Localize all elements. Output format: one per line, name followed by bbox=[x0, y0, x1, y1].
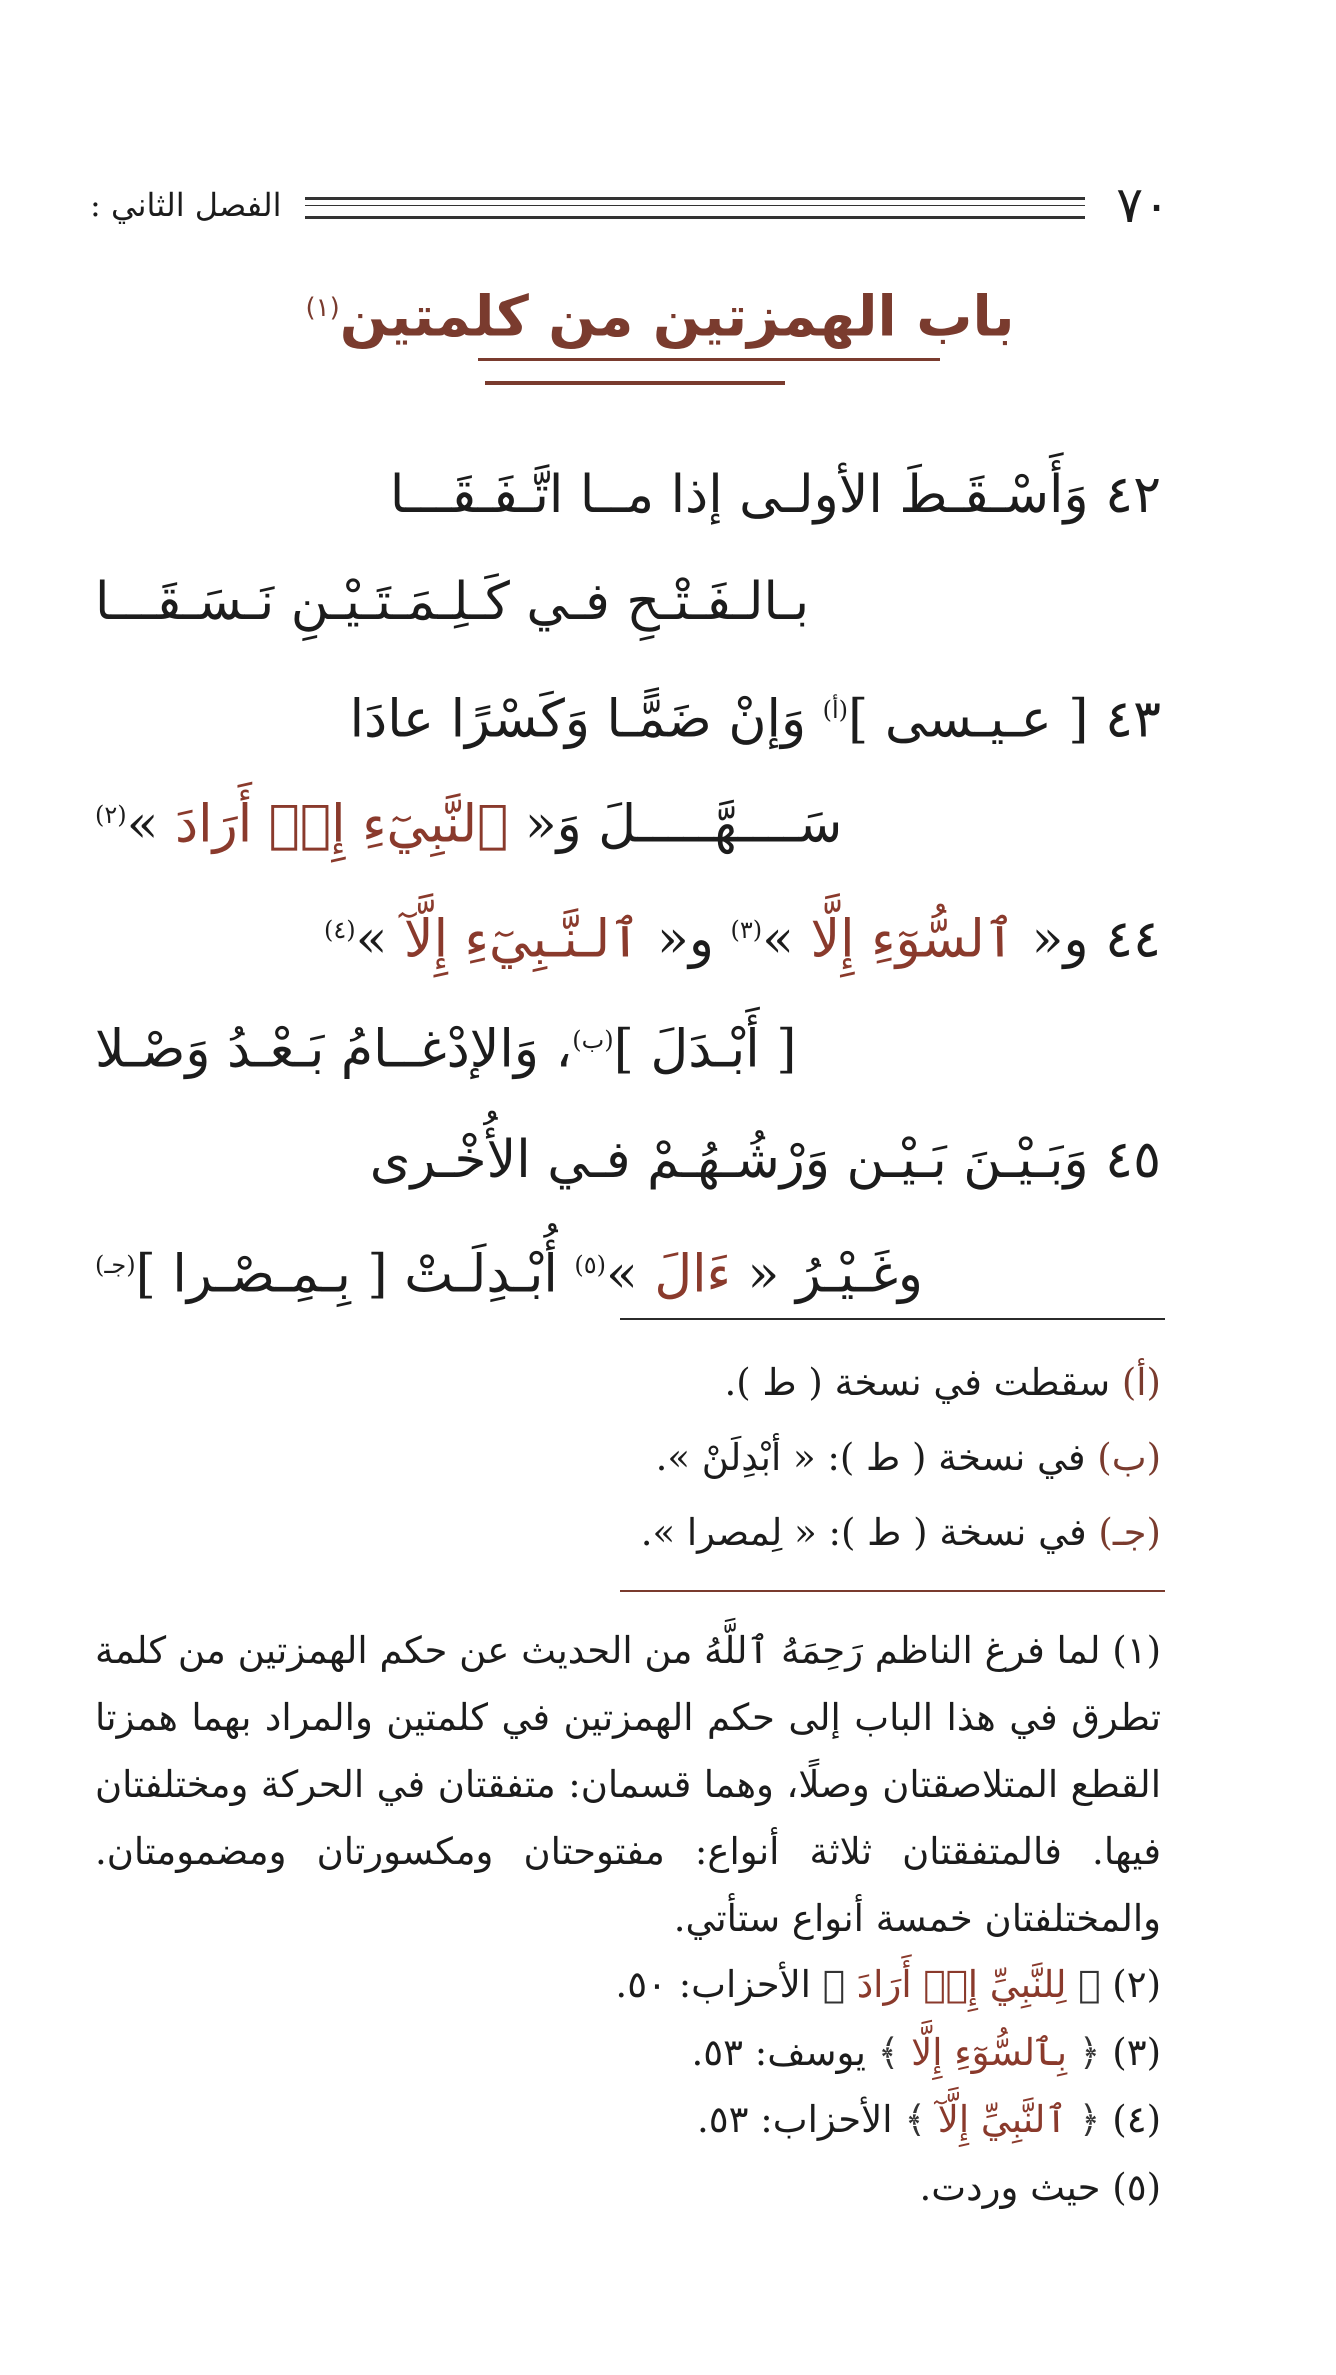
surah-reference: يوسف: ٥٣. bbox=[691, 2031, 878, 2074]
surah-reference: الأحزاب: ٥٠. bbox=[615, 1963, 823, 2006]
variant-bracket-text: [ أَبْـدَلَ ] bbox=[613, 1019, 797, 1080]
ornate-bracket-open: ﴿ bbox=[1078, 2031, 1101, 2074]
notes-separator bbox=[620, 1590, 1165, 1592]
title-underline bbox=[478, 358, 940, 361]
variant-mark: (ب) bbox=[1097, 1436, 1161, 1479]
variant-text: في نسخة ( ط ): « أبْدِلَنْ ». bbox=[655, 1436, 1098, 1479]
variant-note-c bbox=[641, 1505, 1161, 1561]
verse-44-first bbox=[61, 890, 1161, 979]
footnote-2 bbox=[615, 1955, 1161, 2015]
verse-43-first bbox=[61, 670, 1161, 759]
chapter-label: الفصل الثاني : bbox=[90, 186, 282, 224]
quote-close: » bbox=[126, 794, 175, 855]
verse-number: ٤٤ bbox=[1105, 909, 1161, 970]
verse-text: أُبْـدِلَـتْ [ بِـمِـصْـرا ] bbox=[135, 1244, 575, 1305]
footnote-3 bbox=[691, 2023, 1161, 2083]
variant-mark: (أ) bbox=[1121, 1361, 1161, 1404]
variant-note-b bbox=[656, 1430, 1161, 1486]
quranic-quote: بِٱلسُّوٓءِ إِلَّا bbox=[899, 2031, 1079, 2074]
variant-text: في نسخة ( ط ): « لِمصرا ». bbox=[640, 1511, 1099, 1554]
ornate-bracket-close: ﴾ bbox=[904, 2098, 926, 2141]
footnote-4 bbox=[697, 2090, 1161, 2150]
footnote-separator bbox=[620, 1318, 1165, 1320]
title-underline-short bbox=[485, 381, 785, 385]
variant-bracket-text: [ عـيـسى ] bbox=[848, 689, 1089, 750]
verse-number: ٤٥ bbox=[1105, 1130, 1161, 1190]
verse-text: وَإنْ ضَمًّـا وَكَسْرًا عادَا bbox=[349, 689, 823, 750]
variant-note-a bbox=[724, 1355, 1161, 1411]
ornate-bracket-open: ﴿ bbox=[1078, 1963, 1101, 2006]
footnote-ref: (٥) bbox=[574, 1251, 606, 1279]
variant-mark: (جـ) bbox=[1098, 1511, 1161, 1554]
footnote-5: (٥) حيث وردت. bbox=[919, 2166, 1161, 2209]
quote-close: » bbox=[762, 909, 811, 970]
ornate-bracket-close: ﴾ bbox=[822, 1963, 845, 2006]
footnote-number: (٢) bbox=[1100, 1963, 1161, 2006]
footnote-1: (١) لما فرغ الناظم رَحِمَهُ ٱللَّهُ من الحديث عن حكم الهمزتين من كلمة تطرق في هذا الباب إلى حكم الهمزتين في كلمتين والمراد بهما همزتا القطع المتلاصقتان وصلًا، وهما قسمان: متفقتان في الحركة ومختلفتان فيها. فالمتفقتان ثلاثة أنواع: مفتوحتان ومكسورتان ومضمومتان. والمختلفتان خمسة أنواع ستأتي. bbox=[95, 1629, 1161, 1940]
verse-44-second bbox=[95, 1000, 1195, 1089]
quote-open: و« bbox=[1015, 909, 1089, 970]
verse-text: وَبَـيْـنَ بَـيْـن وَرْشُـهُـمْ فـي الأُخْـرى bbox=[369, 1130, 1089, 1190]
verse-text: وَأَسْـقَـطَ الأولـى إذا مــا اتَّـفَـقَـــا bbox=[389, 465, 1089, 525]
verse-42-second bbox=[95, 562, 1195, 642]
footnote-ref: (٢) bbox=[95, 801, 127, 829]
verse-text: وغَـيْـرُ « bbox=[731, 1244, 924, 1305]
running-header bbox=[90, 175, 1170, 235]
verse-42-first bbox=[61, 455, 1161, 535]
quote-close: » bbox=[355, 909, 404, 970]
verse-43-second bbox=[95, 775, 1195, 864]
quranic-quote: لِلنَّبِيِّ إِنۡ أَرَادَ bbox=[844, 1963, 1079, 2006]
variant-ref: (جـ) bbox=[95, 1251, 136, 1279]
quranic-word: ءَالَ bbox=[654, 1244, 732, 1305]
variant-ref: (ب) bbox=[572, 1026, 614, 1054]
verse-text: ، وَالإدْغــامُ بَـعْـدُ وَصْـلا bbox=[95, 1019, 573, 1080]
chapter-title-text: باب الهمزتين من كلمتين bbox=[339, 284, 1015, 350]
ornate-bracket-close: ﴾ bbox=[877, 2031, 900, 2074]
quranic-word: ٱلنَّبِيٓءِ إِنۡ أَرَادَ bbox=[174, 794, 509, 855]
variant-ref: (أ) bbox=[822, 696, 849, 724]
title-footnote-ref: (١) bbox=[305, 293, 340, 323]
ornate-bracket-open: ﴿ bbox=[1078, 2098, 1101, 2141]
verse-45-second bbox=[95, 1225, 1195, 1314]
footnote-number: (٤) bbox=[1100, 2098, 1161, 2141]
variant-text: سقطت في نسخة ( ط ). bbox=[724, 1361, 1122, 1404]
verse-number: ٤٣ bbox=[1105, 689, 1161, 750]
header-rule bbox=[305, 197, 1085, 219]
quote-open: و« bbox=[640, 909, 731, 970]
quranic-quote: ٱلنَّبِيِّ إِلَّآ bbox=[926, 2098, 1079, 2141]
footnote-number: (٣) bbox=[1100, 2031, 1161, 2074]
verse-text: سَــــهَّـــــلَ وَ« bbox=[508, 794, 843, 855]
footnote-ref: (٤) bbox=[323, 916, 356, 944]
quote-close: » bbox=[605, 1244, 655, 1305]
quranic-word: ٱلسُّوٓءِ إِلَّا bbox=[810, 909, 1016, 970]
verse-45-first bbox=[61, 1120, 1161, 1200]
footnote-ref: (٣) bbox=[730, 916, 763, 944]
chapter-title bbox=[260, 268, 1060, 358]
surah-reference: الأحزاب: ٥٣. bbox=[697, 2098, 905, 2141]
page-number: ٧٠ bbox=[1116, 176, 1170, 234]
verse-text: بـالـفَـتْـحِ فـي كَـلِـمَـتَـيْـنِ نَـسَـقَـــا bbox=[95, 572, 810, 632]
quranic-word: ٱلـنَّـبِيٓءِ إِلَّآ bbox=[403, 909, 641, 970]
verse-number: ٤٢ bbox=[1105, 465, 1161, 525]
